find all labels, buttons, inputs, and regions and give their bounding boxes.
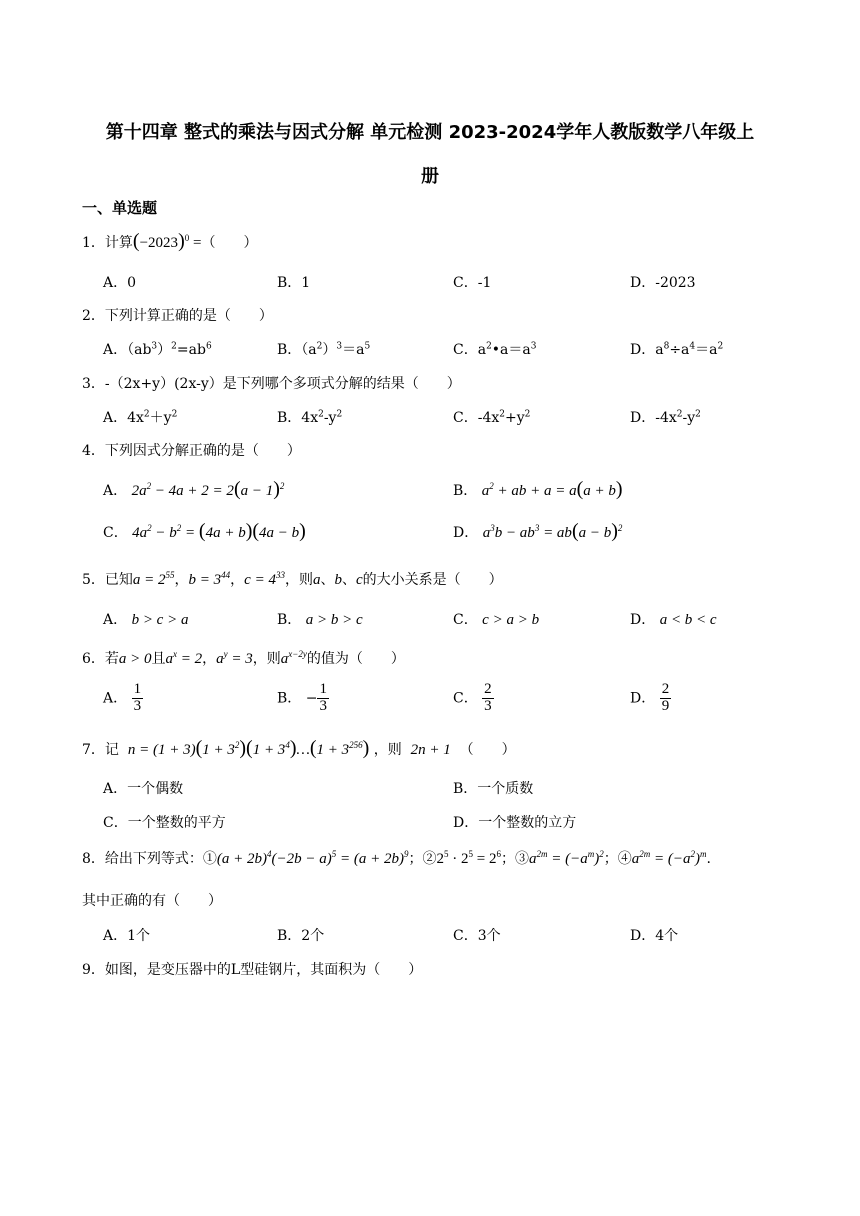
- question-stem: 下列计算正确的是（ ）: [104, 308, 273, 324]
- option-c: C．一个整数的平方: [103, 815, 226, 831]
- option-b: B．一个质数: [453, 781, 534, 797]
- option-d: D．4个: [630, 928, 679, 944]
- option-b: B． $a^2$ + ab + a = a(a + b): [453, 478, 623, 500]
- question-stem: 给出下列等式：: [104, 851, 203, 867]
- option-a: A．0: [103, 275, 137, 291]
- option-d: D．$a^8\div a^4=a^2$: [630, 341, 724, 358]
- option-b: B．$4x^2-y^2$: [277, 409, 343, 426]
- page-title-line1: 第十四章 整式的乘法与因式分解 单元检测 2023-2024学年人教版数学八年级上: [105, 122, 755, 143]
- question-6: 6．若a > 0且$a^x = 2$，$a^y = 3$，则$a^{x-2y}$的值为（ ）: [82, 649, 405, 667]
- option-a: A．$4x^2+y^2$: [103, 409, 178, 426]
- page-title-line2: 册: [421, 166, 439, 187]
- option-c: C．-1: [453, 275, 492, 291]
- question-number: 7．: [82, 742, 105, 758]
- option-d: D．$-4x^2-y^2$: [630, 409, 701, 426]
- option-b: B． a > b > c: [277, 612, 363, 628]
- question-1: 1．计算$(-2023)^0$ =（ ）: [82, 230, 258, 252]
- question-stem: 下列因式分解正确的是（ ）: [104, 443, 301, 459]
- option-c: C． $\frac{2}{3}$: [453, 681, 492, 714]
- question-stem: 如图，是变压器中的L型硅钢片，其面积为（ ）: [104, 962, 423, 978]
- question-stem: 计算: [104, 235, 133, 251]
- option-d: D．-2023: [630, 275, 696, 291]
- question-3: [82, 373, 461, 393]
- option-a: A．一个偶数: [103, 781, 184, 797]
- section-heading: 一、单选题: [82, 199, 158, 217]
- option-a: A． b > c > a: [103, 612, 189, 628]
- question-4: [82, 440, 301, 460]
- question-number: 6．: [82, 651, 105, 667]
- option-c: C．3个: [453, 928, 501, 944]
- option-b: B．$(a^2)^3=a^5$: [277, 341, 371, 358]
- option-c: C． $4a^2 - b^2 = (4a + b)(4a - b)$: [103, 520, 306, 542]
- question-stem: 已知: [104, 572, 133, 588]
- option-d: D． $a^3b - ab^3 = ab(a - b)^2$: [453, 520, 623, 542]
- option-c: C．$-4x^2+y^2$: [453, 409, 531, 426]
- question-number: 2．: [82, 308, 105, 324]
- option-d: D． a < b < c: [630, 612, 717, 628]
- question-number: 4．: [82, 443, 105, 459]
- question-stem: -（2x+y）(2x-y）是下列哪个多项式分解的结果（ ）: [104, 376, 461, 392]
- question-stem: 若: [104, 651, 119, 667]
- question-9: [82, 959, 422, 979]
- option-a: A．1个: [103, 928, 151, 944]
- option-a: A．$(ab^3)^2=ab^6$: [103, 341, 212, 358]
- question-number: 5．: [82, 572, 105, 588]
- option-b: B．1: [277, 275, 311, 291]
- question-number: 3．: [82, 376, 105, 392]
- option-d: D． $\frac{2}{9}$: [630, 681, 670, 714]
- question-stem: 记: [104, 742, 119, 758]
- option-b: B．2个: [277, 928, 325, 944]
- option-a: A． $\frac{1}{3}$: [103, 681, 142, 714]
- option-c: C．$a^2•a=a^3$: [453, 341, 537, 358]
- option-c: C． c > a > b: [453, 612, 540, 628]
- question-8: 8．给出下列等式：①(a + $2b)^4(-2b - a)^5 = (a + 2b)^9$；$②2^5 \cdot 2^5 = 2^6$；$③a^{2m} = (-a^m)^2$；$④a^{2m} = (-a^2)^m$.: [82, 849, 711, 867]
- option-a: A． $2a^2 - 4a + 2 = 2(a - 1)^2$: [103, 478, 285, 500]
- option-b: B． − $\frac{1}{3}$: [277, 681, 327, 714]
- question-2: [82, 305, 273, 325]
- question-7: 7．记 $n = (1 + 3)(1 + 3^2)(1$ + $3^4)\dots(1 + 3^{256})$ ，则 2n + 1 （ ）: [82, 737, 516, 759]
- question-number: 9．: [82, 962, 105, 978]
- question-number: 8．: [82, 851, 105, 867]
- question-number: 1．: [82, 235, 105, 251]
- question-8-continuation: 其中正确的有（ ）: [82, 893, 222, 909]
- question-5: 5．已知$a = 2^{55}$，$b = 3^{44}$，$c = 4^{33}$，则a、b、c的大小关系是（ ）: [82, 570, 503, 588]
- option-d: D．一个整数的立方: [453, 815, 577, 831]
- math-expression: $(-2023)^0$ =: [132, 230, 202, 252]
